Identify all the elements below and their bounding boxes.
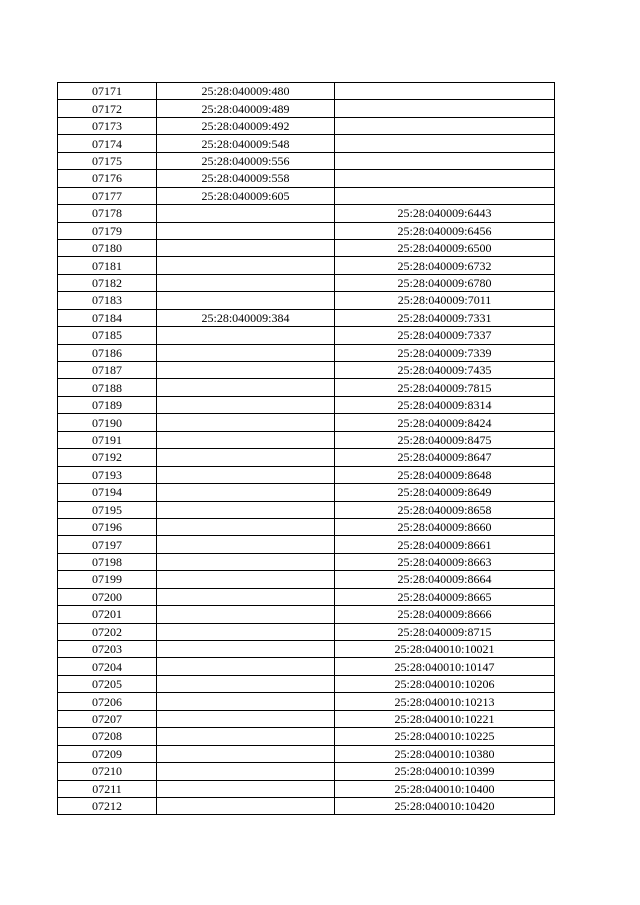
row-number-cell: 07183 [58,292,157,309]
cadastral-number-cell: 25:28:040009:8664 [335,571,555,588]
table-row [58,518,555,535]
row-number-cell: 07210 [58,763,157,780]
row-number-cell: 07207 [58,710,157,727]
table-row [58,117,555,134]
cadastral-number-cell [335,83,555,100]
row-number-cell: 07187 [58,362,157,379]
cadastral-table [57,82,555,815]
row-number-cell: 07190 [58,414,157,431]
cadastral-number-cell: 25:28:040009:8666 [335,606,555,623]
cadastral-number-cell [157,327,335,344]
row-number-cell: 07173 [58,117,157,134]
row-number-cell: 07185 [58,327,157,344]
cadastral-number-cell [157,763,335,780]
table-row [58,728,555,745]
cadastral-number-cell: 25:28:040010:10400 [335,780,555,797]
cadastral-number-cell [335,170,555,187]
cadastral-number-cell: 25:28:040009:6456 [335,222,555,239]
cadastral-number-cell: 25:28:040009:7337 [335,327,555,344]
cadastral-number-cell: 25:28:040010:10225 [335,728,555,745]
cadastral-number-cell [157,484,335,501]
cadastral-number-cell: 25:28:040009:492 [157,117,335,134]
cadastral-number-cell: 25:28:040009:7339 [335,344,555,361]
cadastral-number-cell: 25:28:040009:8663 [335,553,555,570]
cadastral-number-cell [157,780,335,797]
table-row [58,571,555,588]
cadastral-number-cell [157,274,335,291]
cadastral-number-cell: 25:28:040010:10221 [335,710,555,727]
cadastral-number-cell: 25:28:040009:8648 [335,466,555,483]
table-row [58,780,555,797]
cadastral-number-cell [157,553,335,570]
cadastral-number-cell: 25:28:040009:7011 [335,292,555,309]
row-number-cell: 07182 [58,274,157,291]
cadastral-number-cell [157,641,335,658]
cadastral-number-cell [157,222,335,239]
cadastral-number-cell [157,414,335,431]
cadastral-number-cell [157,431,335,448]
cadastral-number-cell [157,623,335,640]
row-number-cell: 07209 [58,745,157,762]
cadastral-number-cell: 25:28:040009:8665 [335,588,555,605]
table-row [58,745,555,762]
cadastral-number-cell: 25:28:040009:8660 [335,518,555,535]
cadastral-number-cell: 25:28:040009:548 [157,135,335,152]
row-number-cell: 07172 [58,100,157,117]
table-row [58,100,555,117]
table-row [58,239,555,256]
table-row [58,309,555,326]
table-row [58,606,555,623]
cadastral-number-cell [157,466,335,483]
cadastral-number-cell [157,536,335,553]
cadastral-number-cell [157,257,335,274]
table-row [58,362,555,379]
cadastral-number-cell [157,675,335,692]
row-number-cell: 07199 [58,571,157,588]
cadastral-number-cell [157,205,335,222]
cadastral-number-cell [157,292,335,309]
table-row [58,675,555,692]
cadastral-number-cell: 25:28:040009:7331 [335,309,555,326]
table-row [58,797,555,814]
row-number-cell: 07171 [58,83,157,100]
row-number-cell: 07206 [58,693,157,710]
cadastral-number-cell: 25:28:040009:8475 [335,431,555,448]
cadastral-number-cell: 25:28:040009:6443 [335,205,555,222]
row-number-cell: 07211 [58,780,157,797]
cadastral-number-cell [157,239,335,256]
cadastral-number-cell: 25:28:040009:8715 [335,623,555,640]
row-number-cell: 07184 [58,309,157,326]
cadastral-number-cell [157,728,335,745]
row-number-cell: 07177 [58,187,157,204]
cadastral-number-cell: 25:28:040010:10213 [335,693,555,710]
cadastral-number-cell [157,658,335,675]
table-row [58,344,555,361]
table-row [58,658,555,675]
table-row [58,693,555,710]
table-row [58,187,555,204]
table-row [58,205,555,222]
row-number-cell: 07202 [58,623,157,640]
table-row [58,484,555,501]
cadastral-number-cell [157,588,335,605]
cadastral-number-cell: 25:28:040009:6780 [335,274,555,291]
cadastral-number-cell [157,693,335,710]
cadastral-number-cell [157,396,335,413]
cadastral-number-cell [157,606,335,623]
row-number-cell: 07205 [58,675,157,692]
row-number-cell: 07178 [58,205,157,222]
row-number-cell: 07180 [58,239,157,256]
cadastral-number-cell: 25:28:040010:10380 [335,745,555,762]
table-row [58,257,555,274]
cadastral-number-cell [335,152,555,169]
cadastral-number-cell: 25:28:040009:8658 [335,501,555,518]
table-row [58,536,555,553]
row-number-cell: 07204 [58,658,157,675]
cadastral-number-cell: 25:28:040009:8661 [335,536,555,553]
row-number-cell: 07197 [58,536,157,553]
cadastral-number-cell: 25:28:040009:480 [157,83,335,100]
row-number-cell: 07193 [58,466,157,483]
cadastral-number-cell [157,745,335,762]
row-number-cell: 07212 [58,797,157,814]
table-row [58,431,555,448]
cadastral-number-cell [157,710,335,727]
table-row [58,327,555,344]
cadastral-number-cell: 25:28:040009:8314 [335,396,555,413]
row-number-cell: 07179 [58,222,157,239]
table-row [58,396,555,413]
table-row [58,466,555,483]
row-number-cell: 07200 [58,588,157,605]
table-row [58,274,555,291]
table-row [58,763,555,780]
table-row [58,222,555,239]
cadastral-number-cell: 25:28:040009:8649 [335,484,555,501]
cadastral-number-cell: 25:28:040009:8424 [335,414,555,431]
cadastral-number-cell [157,501,335,518]
table-row [58,588,555,605]
cadastral-number-cell [157,518,335,535]
row-number-cell: 07176 [58,170,157,187]
table-row [58,83,555,100]
table-row [58,623,555,640]
cadastral-number-cell: 25:28:040009:8647 [335,449,555,466]
row-number-cell: 07196 [58,518,157,535]
table-row [58,135,555,152]
table-row [58,379,555,396]
row-number-cell: 07175 [58,152,157,169]
table-row [58,553,555,570]
cadastral-number-cell [157,797,335,814]
cadastral-number-cell: 25:28:040009:556 [157,152,335,169]
cadastral-number-cell [335,135,555,152]
row-number-cell: 07192 [58,449,157,466]
row-number-cell: 07194 [58,484,157,501]
cadastral-number-cell [157,449,335,466]
cadastral-number-cell [157,571,335,588]
table-row [58,170,555,187]
cadastral-number-cell: 25:28:040009:384 [157,309,335,326]
row-number-cell: 07188 [58,379,157,396]
cadastral-number-cell: 25:28:040009:7435 [335,362,555,379]
row-number-cell: 07186 [58,344,157,361]
cadastral-number-cell: 25:28:040009:6732 [335,257,555,274]
row-number-cell: 07203 [58,641,157,658]
cadastral-number-cell: 25:28:040009:489 [157,100,335,117]
cadastral-number-cell: 25:28:040009:6500 [335,239,555,256]
table-row [58,710,555,727]
cadastral-number-cell [335,117,555,134]
cadastral-number-cell [157,344,335,361]
row-number-cell: 07174 [58,135,157,152]
row-number-cell: 07198 [58,553,157,570]
cadastral-number-cell: 25:28:040010:10147 [335,658,555,675]
table-body [58,83,555,815]
table-row [58,414,555,431]
row-number-cell: 07201 [58,606,157,623]
cadastral-number-cell [335,100,555,117]
cadastral-number-cell: 25:28:040009:605 [157,187,335,204]
cadastral-number-cell: 25:28:040009:558 [157,170,335,187]
cadastral-number-cell [157,362,335,379]
row-number-cell: 07189 [58,396,157,413]
table-row [58,501,555,518]
table-row [58,449,555,466]
cadastral-number-cell: 25:28:040010:10420 [335,797,555,814]
row-number-cell: 07208 [58,728,157,745]
table-row [58,292,555,309]
cadastral-number-cell [335,187,555,204]
cadastral-number-cell: 25:28:040010:10021 [335,641,555,658]
cadastral-number-cell: 25:28:040010:10399 [335,763,555,780]
table-row [58,641,555,658]
table-row [58,152,555,169]
row-number-cell: 07195 [58,501,157,518]
row-number-cell: 07181 [58,257,157,274]
row-number-cell: 07191 [58,431,157,448]
cadastral-number-cell: 25:28:040010:10206 [335,675,555,692]
cadastral-number-cell: 25:28:040009:7815 [335,379,555,396]
cadastral-number-cell [157,379,335,396]
